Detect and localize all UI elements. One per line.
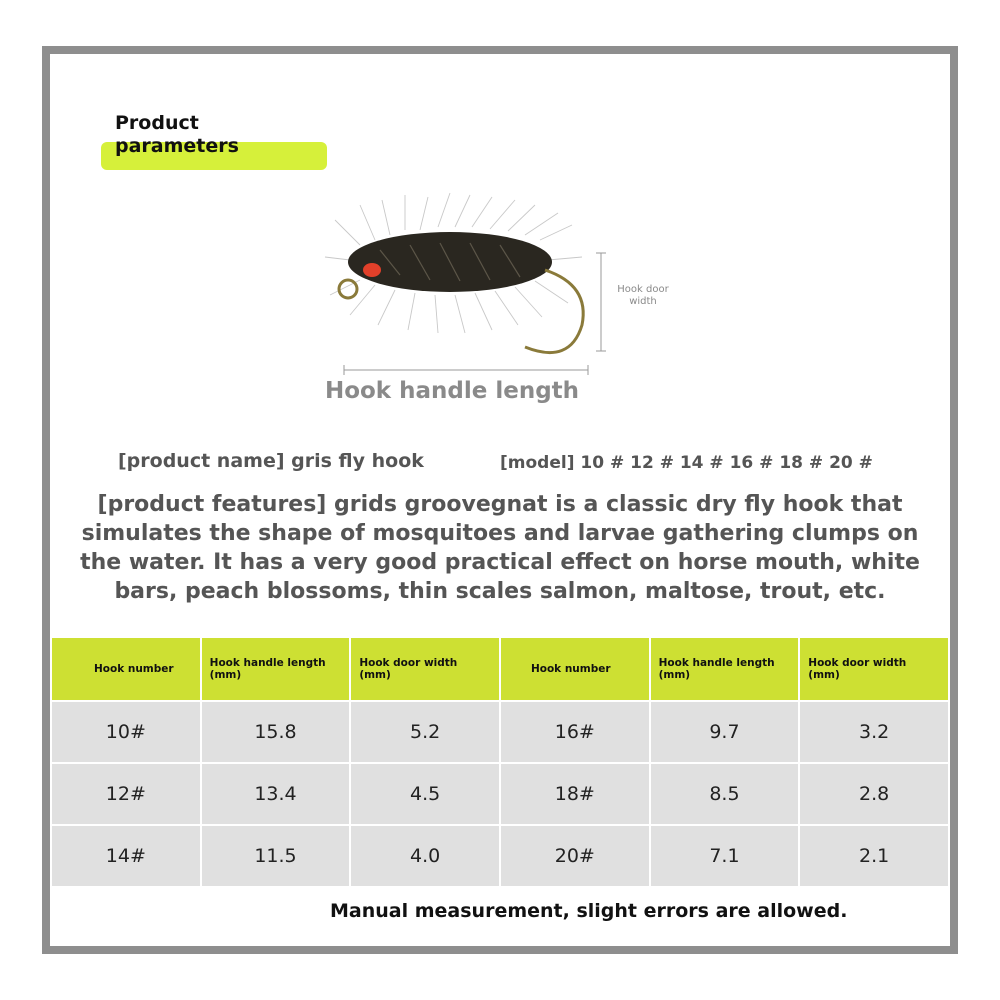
product-name: [product name] gris fly hook [118, 450, 424, 472]
cell: 2.1 [799, 825, 949, 887]
cell: 15.8 [201, 701, 351, 763]
cell: 11.5 [201, 825, 351, 887]
header-hook-number: Hook number [51, 637, 201, 701]
cell: 16# [500, 701, 650, 763]
cell: 4.0 [350, 825, 500, 887]
product-features: [product features] grids groovegnat is a classic dry fly hook that simulates the shape of mosquitoes and larvae gathering clumps on the water. It has a very good practical effect on horse mouth, white bars, peach blossoms, thin scales salmon, maltose, trout, etc. [80, 492, 920, 604]
handle-length-label: Hook handle length [324, 378, 580, 404]
header-door-width-2: Hook door width (mm) [799, 637, 949, 701]
thread-head [363, 263, 381, 277]
header-hook-number-2: Hook number [500, 637, 650, 701]
cell: 18# [500, 763, 650, 825]
cell: 3.2 [799, 701, 949, 763]
header-handle-length-2: Hook handle length (mm) [650, 637, 800, 701]
header-handle-length: Hook handle length (mm) [201, 637, 351, 701]
cell: 9.7 [650, 701, 800, 763]
table-header-row [51, 637, 949, 701]
door-width-label: Hook door width [617, 284, 669, 307]
table-row [51, 701, 949, 763]
product-model: [model] 10 # 12 # 14 # 16 # 18 # 20 # [500, 453, 873, 473]
header-door-width: Hook door width (mm) [350, 637, 500, 701]
cell: 4.5 [350, 763, 500, 825]
table-row [51, 825, 949, 887]
table-row [51, 763, 949, 825]
cell: 8.5 [650, 763, 800, 825]
cell: 12# [51, 763, 201, 825]
cell: 13.4 [201, 763, 351, 825]
cell: 20# [500, 825, 650, 887]
measurement-note: Manual measurement, slight errors are allowed. [330, 900, 848, 922]
cell: 2.8 [799, 763, 949, 825]
section-title: Product parameters [115, 112, 239, 157]
cell: 14# [51, 825, 201, 887]
cell: 7.1 [650, 825, 800, 887]
cell: 10# [51, 701, 201, 763]
spec-table [50, 636, 950, 888]
hook-bend [525, 270, 583, 353]
cell: 5.2 [350, 701, 500, 763]
section-badge [101, 110, 327, 170]
